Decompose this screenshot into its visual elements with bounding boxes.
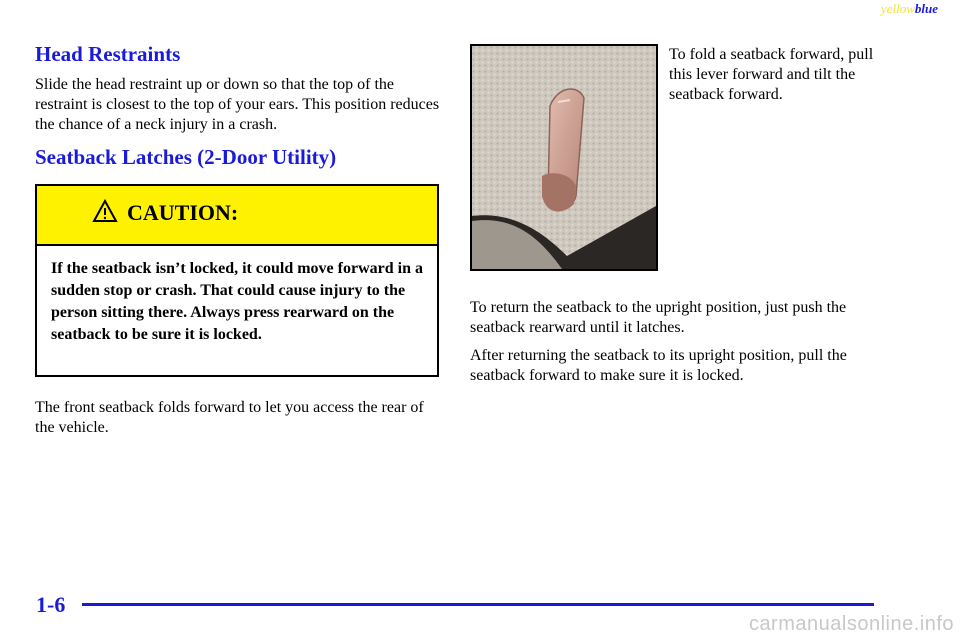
caution-text: If the seatback isn’t locked, it could move forward in a sudden stop or crash. That could cause injury to the person sitting there. Always press rearward on the seatback to be sure it is locked. — [51, 260, 423, 343]
lock-check-text: After returning the seatback to its upright position, pull the seatback forward to make sure it is locked. — [470, 347, 847, 384]
color-marker — [881, 1, 938, 17]
seatback-intro-text: The front seatback folds forward to let you access the rear of the vehicle. — [35, 399, 424, 436]
seatback-lever-photo — [470, 44, 658, 271]
footer-rule — [82, 603, 874, 606]
color-marker-blue: blue — [914, 1, 938, 16]
color-marker-yellow: yellow — [880, 1, 915, 16]
head-restraints-text: Slide the head restraint up or down so that the top of the restraint is closest to the top of your ears. This position reduces the chance of a neck injury in a crash. — [35, 76, 440, 133]
head-restraints-heading: Head Restraints — [35, 42, 181, 66]
seat-lever-illustration — [472, 46, 656, 269]
return-seatback-text: To return the seatback to the upright position, just push the seatback rearward until it latches. — [470, 299, 847, 336]
watermark: carmanualsonline.info — [748, 613, 954, 635]
page-number: 1-6 — [36, 592, 66, 617]
caution-header — [37, 186, 437, 246]
photo-caption: To fold a seatback forward, pull this lever forward and tilt the seatback forward. — [669, 46, 874, 103]
seatback-latches-heading: Seatback Latches (2-Door Utility) — [35, 145, 337, 169]
caution-box — [35, 184, 439, 377]
warning-triangle-icon — [92, 199, 118, 223]
caution-title: CAUTION: — [127, 200, 239, 225]
